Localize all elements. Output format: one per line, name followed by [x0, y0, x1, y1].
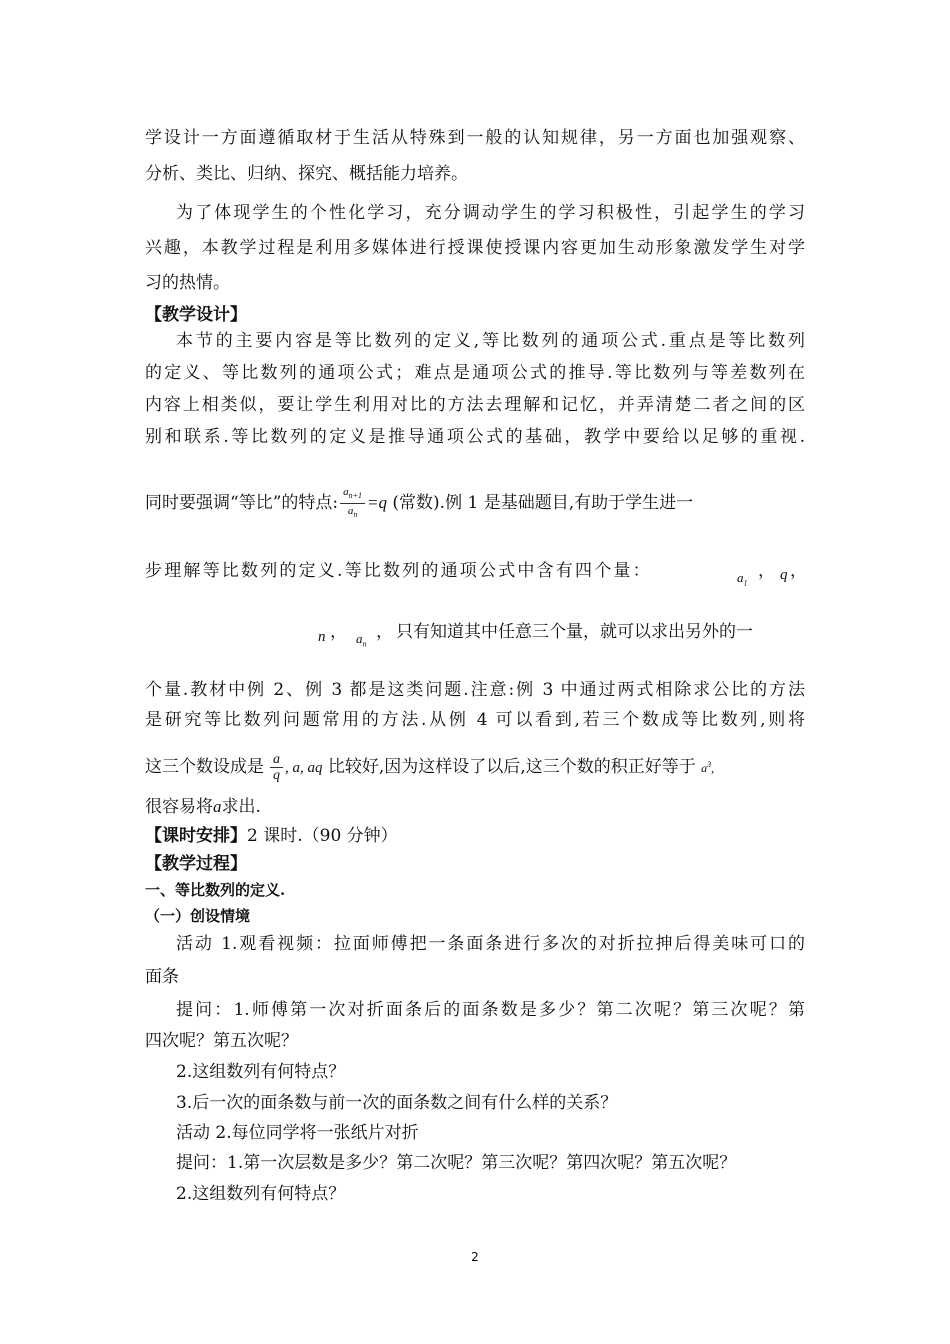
text-fragment: (常数).例 1 是基础题目,有助于学生进一 [392, 493, 694, 514]
text-line: 个量.教材中例 2、例 3 都是这类问题.注意:例 3 中通过两式相除求公比的方法 [145, 680, 805, 700]
page-number: 2 [471, 1250, 479, 1264]
punct: ， [330, 622, 347, 642]
section-heading-process: 【教学过程】 [145, 854, 247, 874]
formula-n: n [318, 629, 326, 645]
text-line: 3.后一次的面条数与前一次的面条数之间有什么样的关系？ [176, 1093, 618, 1113]
formula-a-aq: , a, aq [285, 760, 323, 776]
text-fragment: 同时要强调“等比”的特点: [145, 493, 339, 514]
formula-a-cubed: $a^3$, [701, 760, 715, 775]
text-line: 内容上相类似，要让学生利用对比的方法去理解和记忆，并弄清楚二者之间的区 [145, 395, 805, 415]
text-line: 提问：1.第一次层数是多少？第二次呢？第三次呢？第四次呢？第五次呢？ [176, 1153, 737, 1173]
text-line: 兴趣，本教学过程是利用多媒体进行授课使授课内容更加生动形象激发学生对学 [145, 238, 805, 258]
schedule-line [145, 826, 398, 846]
text-fragment: 这三个数设成是 [145, 757, 264, 777]
text-line: 只有知道其中任意三个量，就可以求出另外的一 [396, 622, 753, 642]
section-heading-schedule: 【课时安排】 [145, 826, 247, 846]
text-line: 是研究等比数列问题常用的方法.从例 4 可以看到,若三个数成等比数列,则将 [145, 710, 805, 730]
text-line: 本节的主要内容是等比数列的定义,等比数列的通项公式.重点是等比数列 [176, 331, 805, 351]
text-fragment: 比较好,因为这样设了以后,这三个数的积正好等于 [327, 757, 696, 777]
text-line: 分析、类比、归纳、探究、概括能力培养。 [145, 164, 468, 184]
subsection-heading: （一）创设情境 [145, 907, 251, 925]
text-line-with-formula [145, 485, 693, 522]
text-line: 的定义、等比数列的通项公式；难点是通项公式的推导.等比数列与等差数列在 [145, 363, 805, 383]
text-line: 面条 [145, 967, 179, 987]
ratio-formula: $\frac{a_{n+1}}{a_n}$ [340, 485, 365, 522]
text-line: 四次呢？第五次呢？ [145, 1031, 298, 1051]
text-fragment: 很容易将 [145, 797, 213, 817]
text-line: 活动 1.观看视频：拉面师傅把一条面条进行多次的对折拉抻后得美味可口的 [176, 934, 805, 954]
punct: ， [758, 561, 775, 581]
subsection-heading: 一、等比数列的定义. [145, 881, 286, 899]
text-fragment: 求出. [221, 797, 261, 817]
text-line: 2.这组数列有何特点？ [176, 1184, 346, 1204]
formula-q: q [780, 567, 788, 583]
text-line-with-formula [145, 797, 261, 817]
formula-an: $a_n$ [356, 631, 367, 649]
text-line-with-formula [145, 752, 714, 783]
text-line: 2.这组数列有何特点？ [176, 1062, 346, 1082]
formula-a: a [213, 797, 222, 816]
text-line: 提问：1.师傅第一次对折面条后的面条数是多少？第二次呢？第三次呢？第 [176, 1000, 805, 1020]
text-line: 学设计一方面遵循取材于生活从特殊到一般的认知规律，另一方面也加强观察、 [145, 128, 805, 148]
section-heading-design: 【教学设计】 [145, 305, 247, 325]
text-line: 别和联系.等比数列的定义是推导通项公式的基础，教学中要给以足够的重视. [145, 427, 805, 447]
text-line: 为了体现学生的个性化学习，充分调动学生的学习积极性，引起学生的学习 [176, 203, 805, 223]
punct: ， [790, 561, 807, 581]
text-line: 步理解等比数列的定义.等比数列的通项公式中含有四个量： [145, 561, 652, 581]
schedule-text: 2 课时.（90 分钟） [247, 826, 398, 846]
formula-eq-q: =q [367, 493, 387, 513]
formula-a1: $a_1$ [737, 570, 748, 588]
text-line: 习的热情。 [145, 273, 230, 293]
formula-a-over-q: $\frac{a}{q}$ [270, 752, 283, 783]
text-line: 活动 2.每位同学将一张纸片对折 [176, 1123, 419, 1143]
punct: ， [376, 622, 393, 642]
